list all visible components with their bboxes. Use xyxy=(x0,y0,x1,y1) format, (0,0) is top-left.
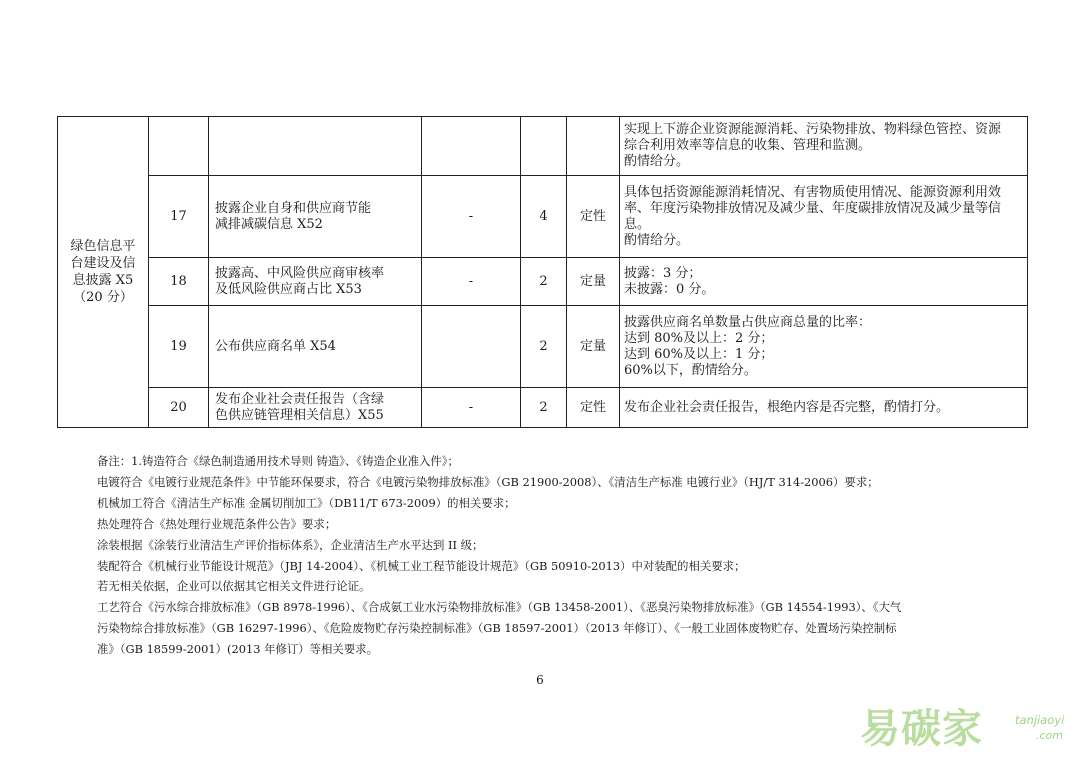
page-number: 6 xyxy=(536,673,544,687)
note-line: 机械加工符合《清洁生产标准 金属切削加工》（DB11/T 673-2009）的相关要求； xyxy=(97,495,516,510)
category-line: 台建设及信 xyxy=(70,256,136,271)
watermark-logo xyxy=(860,695,1075,753)
score-cell: 4 xyxy=(521,176,567,258)
description-line: 息。 xyxy=(624,216,651,232)
description-line: 实现上下游企业资源能源消耗、污染物排放、物料绿色管控、资源 xyxy=(624,122,1002,137)
score-cell: 2 xyxy=(521,306,567,388)
number-cell: 18 xyxy=(149,258,209,306)
item-line: 及低风险供应商占比 X53 xyxy=(215,281,362,297)
score-cell: 2 xyxy=(521,258,567,306)
note-line: 备注：1.铸造符合《绿色制造通用技术导则 铸造》、《铸造企业准入件》； xyxy=(97,454,459,468)
description-cell xyxy=(620,306,1028,388)
score-cell: 2 xyxy=(521,388,567,428)
category-line: 息披露 X5 xyxy=(72,273,134,288)
type-cell: 定性 xyxy=(567,388,620,428)
note-line: 准》（GB 18599-2001）(2013 年修订）等相关要求。 xyxy=(97,642,378,657)
description-line: 60%以下，酌情给分。 xyxy=(624,362,757,378)
note-line: 工艺符合《污水综合排放标准》（GB 8978-1996）、《合成氨工业水污染物排放标准》（GB 13458-2001）、《恶臭污染物排放标准》（GB 14554-1993）、《大气 xyxy=(97,600,902,615)
watermark-domain: tanjiaoyi xyxy=(1015,713,1065,727)
watermark-suffix: .com xyxy=(1036,729,1063,742)
indicator-table-container xyxy=(57,116,1027,428)
number-cell: 19 xyxy=(149,306,209,388)
table-row xyxy=(58,388,1028,428)
item-line: 减排减碳信息 X52 xyxy=(215,216,323,232)
description-line: 率、年度污染物排放情况及减少量、年度碳排放情况及减少量等信 xyxy=(624,200,1002,216)
watermark-text: 易碳家 xyxy=(860,706,983,752)
item-cell xyxy=(209,176,422,258)
item-cell xyxy=(209,117,422,176)
note-line: 电镀符合《电镀行业规范条件》中节能环保要求，符合《电镀污染物排放标准》（GB 21900-2008）、《清洁生产标准 电镀行业》（HJ/T 314-2006）要求； xyxy=(97,474,879,489)
category-line: （20 分） xyxy=(73,290,133,305)
item-cell xyxy=(209,388,422,428)
type-cell: 定性 xyxy=(567,176,620,258)
item-line: 公布供应商名单 X54 xyxy=(215,338,336,354)
description-cell xyxy=(620,258,1028,306)
category-cell xyxy=(58,117,149,428)
description-line: 披露供应商名单数量占供应商总量的比率： xyxy=(624,314,872,330)
indicator-table xyxy=(57,116,1028,428)
item-line: 披露高、中风险供应商审核率 xyxy=(215,265,385,281)
description-line: 披露：3 分； xyxy=(624,265,702,281)
table-row-continuation xyxy=(58,117,1028,176)
description-line: 达到 60%及以上：1 分； xyxy=(624,346,774,362)
type-cell: 定量 xyxy=(567,306,620,388)
note-line: 热处理符合《热处理行业规范条件公告》要求； xyxy=(97,516,337,531)
value-cell xyxy=(422,306,521,388)
value-cell xyxy=(422,117,521,176)
item-line: 色供应链管理相关信息）X55 xyxy=(215,407,384,423)
description-line: 酌情给分。 xyxy=(624,154,690,169)
item-line: 发布企业社会责任报告（含绿 xyxy=(215,391,385,407)
table-row xyxy=(58,258,1028,306)
number-cell xyxy=(149,117,209,176)
note-line: 涂装根据《涂装行业清洁生产评价指标体系》，企业清洁生产水平达到 II 级； xyxy=(97,537,484,552)
type-cell xyxy=(567,117,620,176)
note-line: 装配符合《机械行业节能设计规范》（JBJ 14-2004）、《机械工业工程节能设计规范》（GB 50910-2013）中对装配的相关要求； xyxy=(97,558,746,573)
number-cell: 20 xyxy=(149,388,209,428)
description-cell xyxy=(620,117,1028,176)
value-cell: - xyxy=(422,176,521,258)
description-line: 酌情给分。 xyxy=(624,232,690,248)
item-cell xyxy=(209,258,422,306)
description-line: 未披露：0 分。 xyxy=(624,281,715,297)
description-line: 综合利用效率等信息的收集、管理和监测。 xyxy=(624,138,872,153)
table-row xyxy=(58,306,1028,388)
notes-section xyxy=(97,451,1017,660)
category-line: 绿色信息平 xyxy=(70,239,136,254)
note-line: 污染物综合排放标准》（GB 16297-1996）、《危险废物贮存污染控制标准》（GB 18597-2001）（2013 年修订）、《一般工业固体废物贮存、处置场污染控制标 xyxy=(97,621,897,636)
value-cell: - xyxy=(422,258,521,306)
description-line: 具体包括资源能源消耗情况、有害物质使用情况、能源资源利用效 xyxy=(624,184,1002,200)
number-cell: 17 xyxy=(149,176,209,258)
description-line: 达到 80%及以上：2 分； xyxy=(624,330,774,346)
value-cell: - xyxy=(422,388,521,428)
note-line: 若无相关依据，企业可以依据其它相关文件进行论证。 xyxy=(97,579,371,594)
type-cell: 定量 xyxy=(567,258,620,306)
description-cell xyxy=(620,176,1028,258)
score-cell xyxy=(521,117,567,176)
description-line: 发布企业社会责任报告，根绝内容是否完整，酌情打分。 xyxy=(624,399,950,415)
item-line: 披露企业自身和供应商节能 xyxy=(215,200,372,216)
description-cell xyxy=(620,388,1028,428)
item-cell xyxy=(209,306,422,388)
table-row xyxy=(58,176,1028,258)
